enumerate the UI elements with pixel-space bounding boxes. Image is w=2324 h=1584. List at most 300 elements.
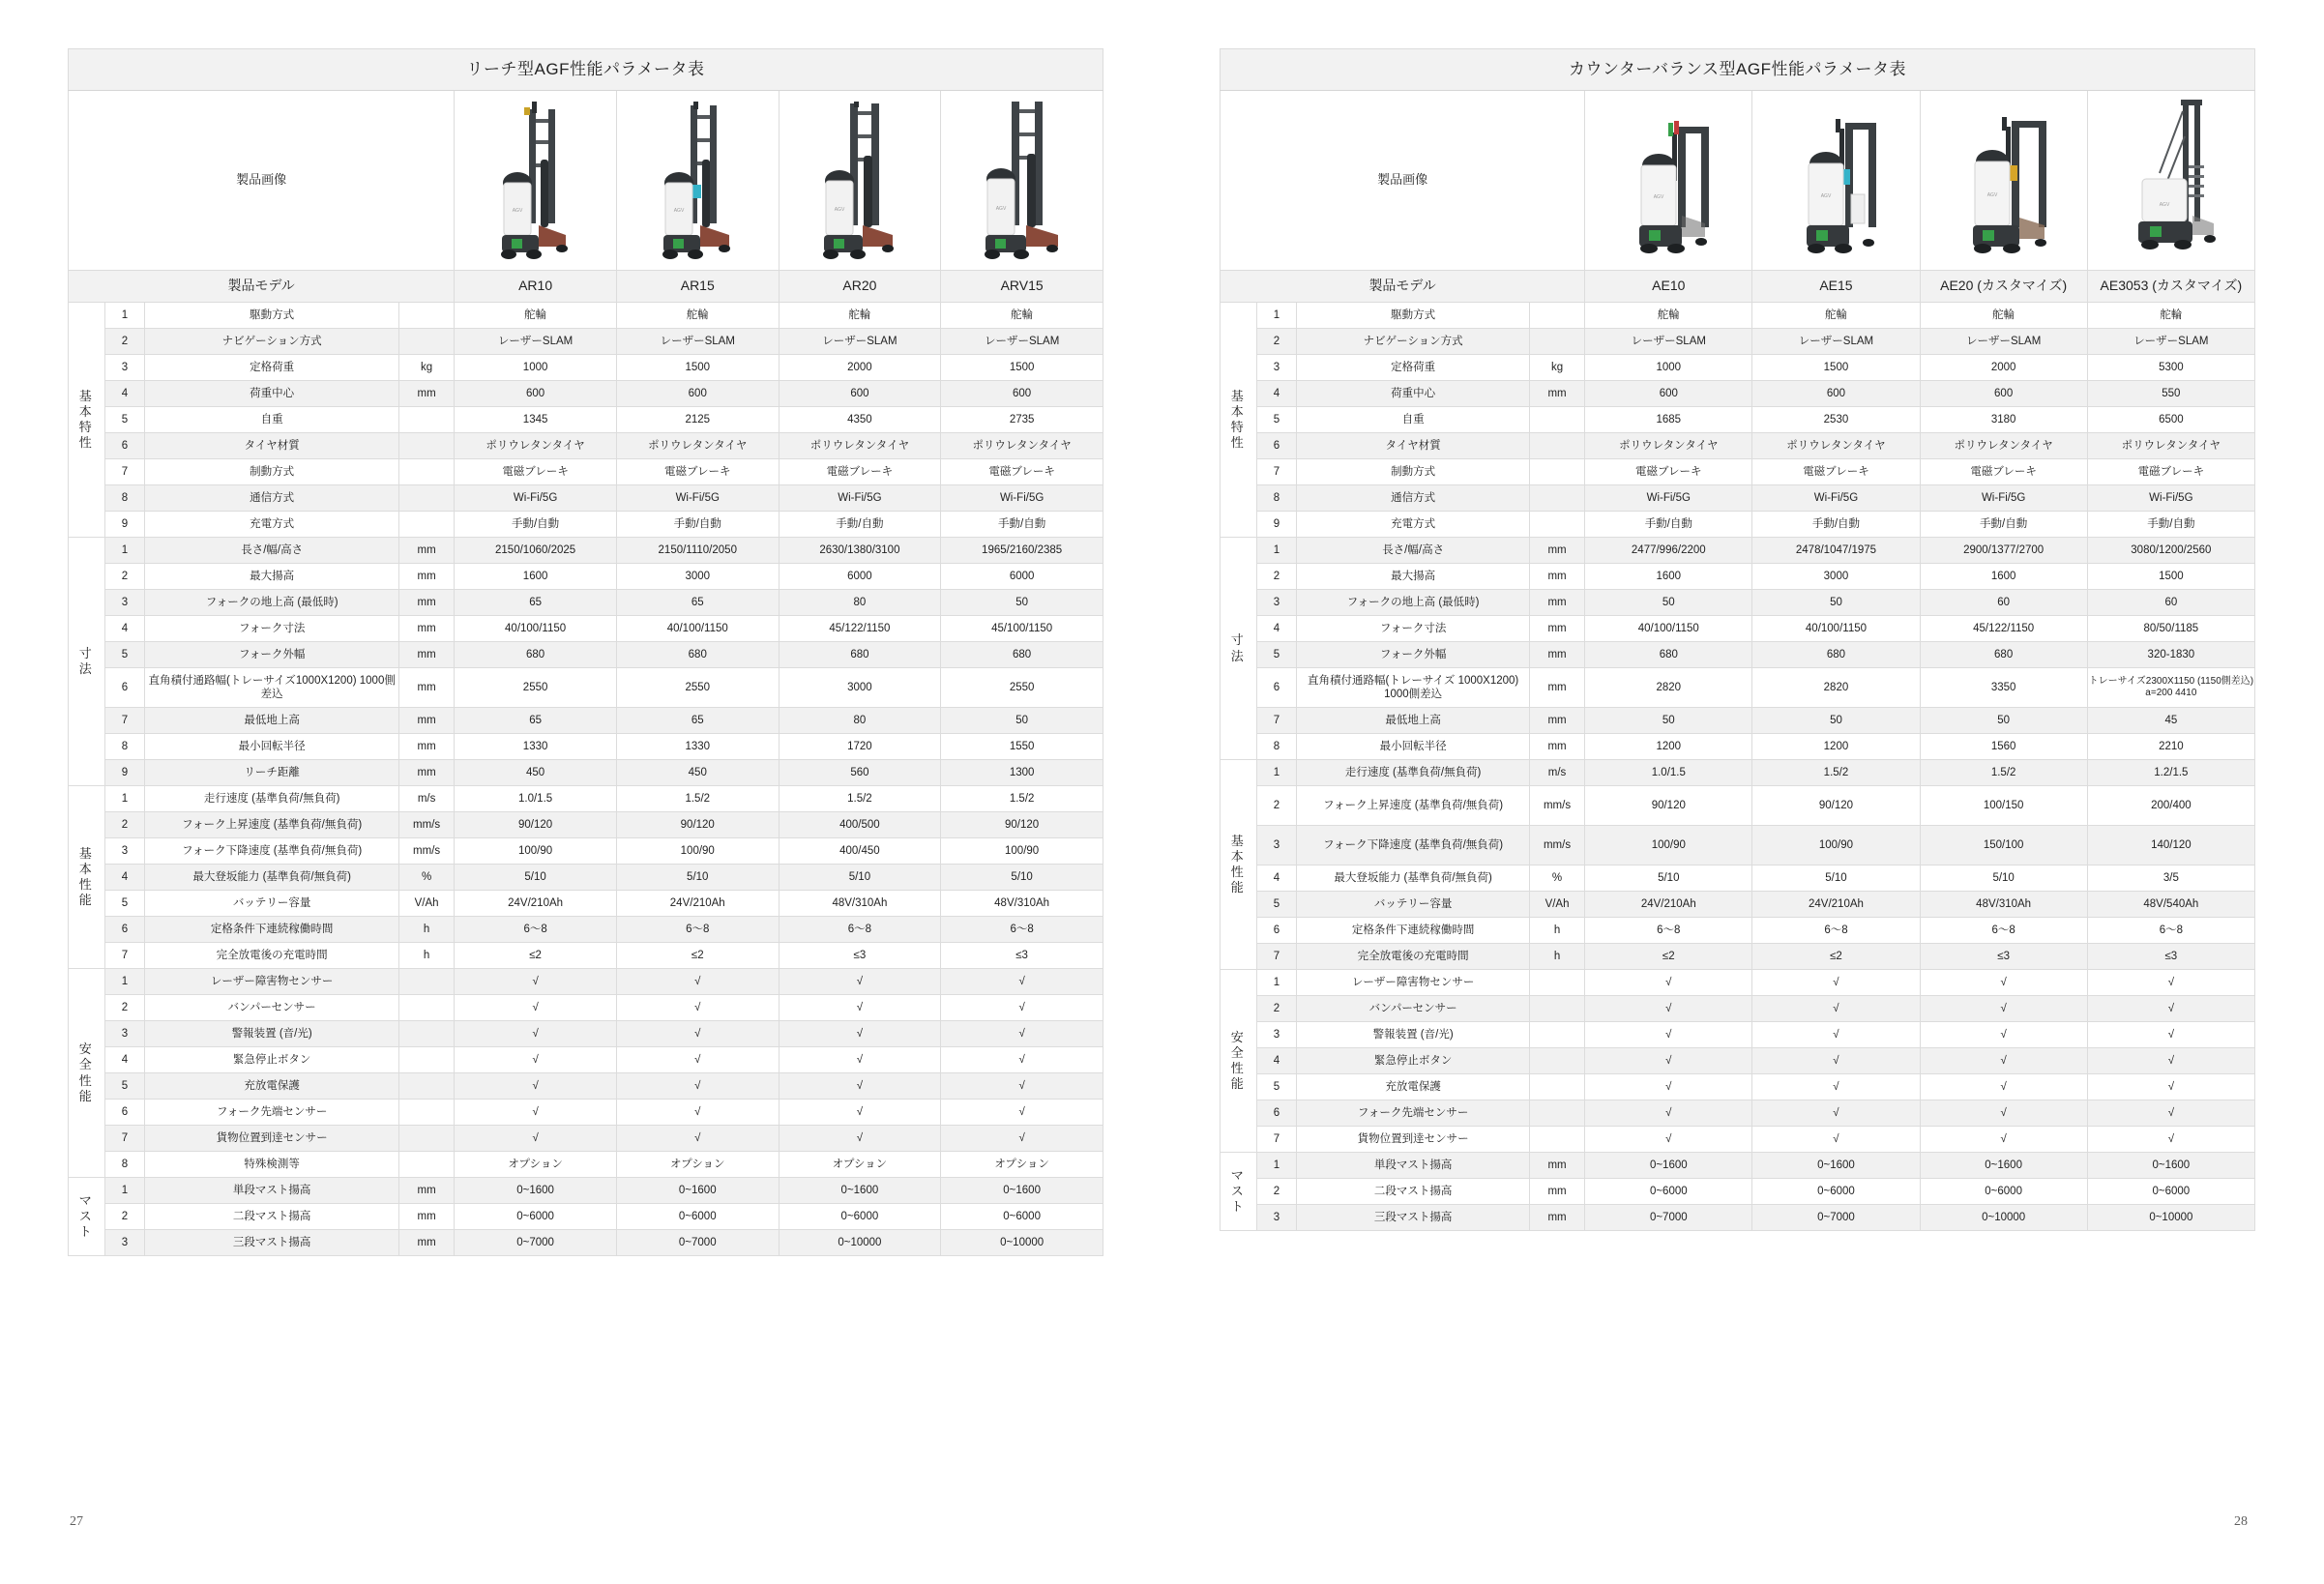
row-value-2: 手動/自動 — [1920, 512, 2087, 538]
counterbalance-truck-illustration-2 — [1752, 94, 1919, 268]
row-index: 2 — [104, 812, 145, 838]
spec-row — [1221, 303, 2255, 329]
row-value-1: 2150/1110/2050 — [616, 538, 779, 564]
row-label: 通信方式 — [1297, 485, 1529, 512]
spec-row — [69, 355, 1103, 381]
row-value-3: 6000 — [941, 564, 1103, 590]
row-label: フォークの地上高 (最低時) — [1297, 590, 1529, 616]
row-index: 7 — [104, 708, 145, 734]
row-label: レーザー障害物センサー — [145, 969, 399, 995]
product-image-label: 製品画像 — [69, 91, 455, 271]
row-index: 4 — [104, 616, 145, 642]
row-value-0: √ — [455, 1126, 617, 1152]
row-value-3: 2210 — [2087, 734, 2254, 760]
row-index: 5 — [1256, 407, 1297, 433]
row-value-0: ポリウレタンタイヤ — [1585, 433, 1752, 459]
row-label: 直角積付通路幅(トレーサイズ 1000X1200) 1000側差込 — [1297, 668, 1529, 708]
row-value-0: オプション — [455, 1152, 617, 1178]
row-value-1: 50 — [1752, 708, 1920, 734]
row-value-0: 電磁ブレーキ — [455, 459, 617, 485]
row-value-0: √ — [1585, 1100, 1752, 1127]
product-photo-ar10 — [455, 91, 617, 271]
spec-row — [1221, 355, 2255, 381]
row-value-2: 0~1600 — [1920, 1153, 2087, 1179]
row-index: 4 — [104, 1047, 145, 1073]
table-body-right — [1221, 49, 2255, 303]
row-value-0: 0~1600 — [1585, 1153, 1752, 1179]
row-value-3: 600 — [941, 381, 1103, 407]
row-value-1: 40/100/1150 — [616, 616, 779, 642]
row-index: 7 — [104, 1126, 145, 1152]
row-index: 1 — [104, 538, 145, 564]
row-value-2: 舵輪 — [1920, 303, 2087, 329]
row-label: 通信方式 — [145, 485, 399, 512]
row-unit: mm/s — [1529, 826, 1584, 865]
row-unit — [398, 485, 454, 512]
row-unit — [1529, 970, 1584, 996]
model-row-label: 製品モデル — [69, 271, 455, 303]
spec-row — [69, 1100, 1103, 1126]
spec-row — [69, 917, 1103, 943]
row-value-2: 560 — [779, 760, 941, 786]
row-value-3: 0~10000 — [941, 1230, 1103, 1256]
model-header-row — [1221, 271, 2255, 303]
row-unit: mm — [398, 760, 454, 786]
row-value-3: √ — [941, 1100, 1103, 1126]
row-value-1: 6～8 — [616, 917, 779, 943]
spec-rows-right — [1221, 303, 2255, 1231]
row-value-3: √ — [941, 1073, 1103, 1100]
row-unit: mm — [1529, 538, 1584, 564]
row-value-0: 2150/1060/2025 — [455, 538, 617, 564]
product-photo-ae15 — [1752, 91, 1920, 271]
row-value-1: Wi-Fi/5G — [616, 485, 779, 512]
row-value-3: 1500 — [941, 355, 1103, 381]
row-value-1: 1500 — [1752, 355, 1920, 381]
row-label: ナビゲーション方式 — [1297, 329, 1529, 355]
row-unit: mm — [398, 590, 454, 616]
row-label: フォーク寸法 — [1297, 616, 1529, 642]
spec-row — [69, 329, 1103, 355]
row-value-2: Wi-Fi/5G — [779, 485, 941, 512]
row-unit: mm — [398, 1230, 454, 1256]
spec-row — [69, 891, 1103, 917]
row-label: 最大揚高 — [1297, 564, 1529, 590]
row-unit: mm — [398, 642, 454, 668]
row-value-1: ポリウレタンタイヤ — [1752, 433, 1920, 459]
spec-row — [69, 433, 1103, 459]
row-value-0: 100/90 — [455, 838, 617, 865]
svg-text:AGV: AGV — [673, 207, 685, 214]
row-value-3: レーザーSLAM — [941, 329, 1103, 355]
row-value-1: 電磁ブレーキ — [1752, 459, 1920, 485]
row-value-2: 680 — [779, 642, 941, 668]
spec-row — [1221, 1205, 2255, 1231]
row-value-3: 6500 — [2087, 407, 2254, 433]
row-value-3: 手動/自動 — [941, 512, 1103, 538]
row-value-1: 1200 — [1752, 734, 1920, 760]
row-label: 最低地上高 — [145, 708, 399, 734]
row-unit — [398, 1073, 454, 1100]
spec-row — [1221, 590, 2255, 616]
row-label: 警報装置 (音/光) — [1297, 1022, 1529, 1048]
product-photo-ae10 — [1585, 91, 1752, 271]
row-value-3: 320-1830 — [2087, 642, 2254, 668]
row-unit: V/Ah — [398, 891, 454, 917]
row-index: 6 — [1256, 1100, 1297, 1127]
row-value-0: 2820 — [1585, 668, 1752, 708]
row-value-1: 0~1600 — [1752, 1153, 1920, 1179]
row-unit — [398, 512, 454, 538]
spec-row — [1221, 564, 2255, 590]
reach-agf-spec-table — [68, 48, 1103, 1256]
row-value-0: 2550 — [455, 668, 617, 708]
row-value-1: 450 — [616, 760, 779, 786]
row-index: 6 — [1256, 668, 1297, 708]
row-value-2: 6000 — [779, 564, 941, 590]
svg-text:AGV: AGV — [1654, 193, 1664, 200]
row-value-3: √ — [941, 1021, 1103, 1047]
group-label-4: マ ス ト — [1221, 1153, 1257, 1231]
spec-row — [69, 485, 1103, 512]
row-unit — [1529, 1100, 1584, 1127]
row-value-0: 1.0/1.5 — [1585, 760, 1752, 786]
spec-row — [1221, 642, 2255, 668]
row-value-2: 5/10 — [1920, 865, 2087, 892]
row-value-2: 80 — [779, 708, 941, 734]
row-index: 1 — [1256, 303, 1297, 329]
row-value-3: 45 — [2087, 708, 2254, 734]
row-value-1: 6～8 — [1752, 918, 1920, 944]
model-header-row — [69, 271, 1103, 303]
row-value-1: 90/120 — [1752, 786, 1920, 826]
row-value-0: 24V/210Ah — [1585, 892, 1752, 918]
model-row-label: 製品モデル — [1221, 271, 1585, 303]
spec-row — [69, 734, 1103, 760]
row-value-1: 50 — [1752, 590, 1920, 616]
row-index: 1 — [1256, 760, 1297, 786]
row-value-2: √ — [779, 1047, 941, 1073]
reach-truck-illustration-3 — [780, 94, 941, 268]
row-unit — [1529, 433, 1584, 459]
row-value-2: 2000 — [779, 355, 941, 381]
row-value-2: 5/10 — [779, 865, 941, 891]
row-value-1: ≤2 — [616, 943, 779, 969]
row-value-2: 3000 — [779, 668, 941, 708]
row-label: 単段マスト揚高 — [1297, 1153, 1529, 1179]
row-value-1: 舵輪 — [616, 303, 779, 329]
row-value-2: Wi-Fi/5G — [1920, 485, 2087, 512]
spec-row — [69, 1047, 1103, 1073]
row-index: 3 — [1256, 1022, 1297, 1048]
row-value-3: 550 — [2087, 381, 2254, 407]
row-value-2: 150/100 — [1920, 826, 2087, 865]
model-name-1: AE15 — [1752, 271, 1920, 303]
row-value-3: √ — [2087, 1074, 2254, 1100]
row-index: 8 — [104, 485, 145, 512]
spec-rows-left — [69, 303, 1103, 1256]
row-unit — [398, 1100, 454, 1126]
row-value-1: 手動/自動 — [616, 512, 779, 538]
spec-row — [1221, 708, 2255, 734]
row-value-0: 手動/自動 — [455, 512, 617, 538]
row-value-2: レーザーSLAM — [1920, 329, 2087, 355]
row-unit: mm/s — [398, 812, 454, 838]
row-value-3: オプション — [941, 1152, 1103, 1178]
row-value-0: 40/100/1150 — [1585, 616, 1752, 642]
row-value-1: 65 — [616, 590, 779, 616]
row-value-2: 680 — [1920, 642, 2087, 668]
row-value-2: ≤3 — [779, 943, 941, 969]
spec-row — [1221, 459, 2255, 485]
row-value-1: √ — [616, 1047, 779, 1073]
product-photo-arv15 — [941, 91, 1103, 271]
row-unit — [1529, 996, 1584, 1022]
row-value-0: 600 — [1585, 381, 1752, 407]
row-unit: mm — [398, 1178, 454, 1204]
row-value-0: 1000 — [1585, 355, 1752, 381]
row-index: 5 — [1256, 642, 1297, 668]
row-label: 緊急停止ボタン — [145, 1047, 399, 1073]
row-unit: mm — [1529, 590, 1584, 616]
row-value-2: 600 — [779, 381, 941, 407]
row-label: 最小回転半径 — [145, 734, 399, 760]
row-value-0: √ — [455, 969, 617, 995]
reach-truck-illustration-1 — [455, 94, 616, 268]
row-value-1: √ — [1752, 1022, 1920, 1048]
row-index: 1 — [104, 969, 145, 995]
row-value-1: 0~1600 — [616, 1178, 779, 1204]
row-index: 6 — [1256, 433, 1297, 459]
row-value-0: 0~6000 — [1585, 1179, 1752, 1205]
row-unit: h — [1529, 944, 1584, 970]
row-value-0: Wi-Fi/5G — [455, 485, 617, 512]
spec-row — [69, 865, 1103, 891]
row-label: 自重 — [1297, 407, 1529, 433]
group-label-1: 寸 法 — [69, 538, 105, 786]
row-value-0: 1685 — [1585, 407, 1752, 433]
row-label: 定格条件下連続稼働時間 — [145, 917, 399, 943]
row-value-3: 1965/2160/2385 — [941, 538, 1103, 564]
row-value-1: 0~7000 — [616, 1230, 779, 1256]
row-label: タイヤ材質 — [1297, 433, 1529, 459]
row-value-0: 450 — [455, 760, 617, 786]
row-unit — [1529, 407, 1584, 433]
row-unit: mm — [398, 708, 454, 734]
row-index: 2 — [1256, 564, 1297, 590]
row-unit: mm/s — [1529, 786, 1584, 826]
row-value-1: 90/120 — [616, 812, 779, 838]
row-label: 三段マスト揚高 — [1297, 1205, 1529, 1231]
row-value-1: √ — [616, 1126, 779, 1152]
row-label: 特殊検測等 — [145, 1152, 399, 1178]
row-index: 4 — [104, 865, 145, 891]
row-value-1: レーザーSLAM — [1752, 329, 1920, 355]
row-value-0: 0~6000 — [455, 1204, 617, 1230]
row-value-3: 3080/1200/2560 — [2087, 538, 2254, 564]
row-value-2: 2000 — [1920, 355, 2087, 381]
row-value-3: Wi-Fi/5G — [2087, 485, 2254, 512]
row-value-1: 2478/1047/1975 — [1752, 538, 1920, 564]
row-value-3: Wi-Fi/5G — [941, 485, 1103, 512]
row-label: 最大登坂能力 (基準負荷/無負荷) — [145, 865, 399, 891]
spec-row — [69, 969, 1103, 995]
row-value-3: 舵輪 — [2087, 303, 2254, 329]
row-value-3: ポリウレタンタイヤ — [941, 433, 1103, 459]
row-value-1: ≤2 — [1752, 944, 1920, 970]
row-unit: mm — [398, 616, 454, 642]
row-value-0: 1330 — [455, 734, 617, 760]
spec-row — [69, 1021, 1103, 1047]
spec-row — [1221, 892, 2255, 918]
row-index: 1 — [1256, 538, 1297, 564]
row-index: 9 — [1256, 512, 1297, 538]
row-value-0: 5/10 — [1585, 865, 1752, 892]
row-index: 5 — [104, 407, 145, 433]
group-label-2: 基 本 性 能 — [1221, 760, 1257, 970]
row-value-2: 2630/1380/3100 — [779, 538, 941, 564]
row-label: 定格荷重 — [145, 355, 399, 381]
row-value-1: √ — [1752, 1100, 1920, 1127]
row-value-0: 600 — [455, 381, 617, 407]
row-value-2: 600 — [1920, 381, 2087, 407]
page-number-right: 28 — [2234, 1514, 2248, 1529]
spec-row — [69, 1178, 1103, 1204]
row-unit: mm — [1529, 1153, 1584, 1179]
row-unit: h — [398, 917, 454, 943]
row-unit: mm — [398, 1204, 454, 1230]
row-value-0: ポリウレタンタイヤ — [455, 433, 617, 459]
spec-row — [1221, 668, 2255, 708]
model-name-3: ARV15 — [941, 271, 1103, 303]
row-value-3: 48V/310Ah — [941, 891, 1103, 917]
row-label: リーチ距離 — [145, 760, 399, 786]
row-value-2: 60 — [1920, 590, 2087, 616]
row-index: 4 — [1256, 616, 1297, 642]
spec-row — [69, 407, 1103, 433]
spec-row — [1221, 485, 2255, 512]
row-value-2: 3180 — [1920, 407, 2087, 433]
row-index: 3 — [104, 590, 145, 616]
row-value-2: √ — [1920, 1048, 2087, 1074]
spec-row — [69, 760, 1103, 786]
row-value-0: 舵輪 — [1585, 303, 1752, 329]
row-value-2: √ — [779, 995, 941, 1021]
row-value-3: 舵輪 — [941, 303, 1103, 329]
row-value-2: √ — [1920, 1022, 2087, 1048]
row-value-2: 4350 — [779, 407, 941, 433]
row-unit — [398, 1021, 454, 1047]
spec-row — [1221, 865, 2255, 892]
row-index: 8 — [104, 1152, 145, 1178]
group-label-3: 安 全 性 能 — [69, 969, 105, 1178]
spec-row — [1221, 826, 2255, 865]
row-label: フォーク外幅 — [145, 642, 399, 668]
row-value-0: 50 — [1585, 708, 1752, 734]
row-index: 3 — [104, 1021, 145, 1047]
row-value-2: 1600 — [1920, 564, 2087, 590]
model-name-2: AE20 (カスタマイズ) — [1920, 271, 2087, 303]
row-index: 3 — [1256, 1205, 1297, 1231]
row-index: 3 — [104, 1230, 145, 1256]
row-value-1: 24V/210Ah — [1752, 892, 1920, 918]
row-unit — [398, 1047, 454, 1073]
row-value-0: √ — [1585, 996, 1752, 1022]
row-unit — [1529, 1127, 1584, 1153]
spec-row — [69, 943, 1103, 969]
row-unit: mm — [1529, 734, 1584, 760]
row-index: 5 — [104, 642, 145, 668]
row-index: 9 — [104, 512, 145, 538]
row-label: 充電方式 — [1297, 512, 1529, 538]
row-value-1: 0~7000 — [1752, 1205, 1920, 1231]
spec-row — [1221, 760, 2255, 786]
spec-row — [69, 1230, 1103, 1256]
row-value-1: 手動/自動 — [1752, 512, 1920, 538]
row-value-1: 1500 — [616, 355, 779, 381]
row-value-3: √ — [2087, 996, 2254, 1022]
reach-truck-illustration-2 — [617, 94, 779, 268]
row-value-2: 400/500 — [779, 812, 941, 838]
row-value-0: 90/120 — [1585, 786, 1752, 826]
row-unit: kg — [1529, 355, 1584, 381]
row-value-3: 6～8 — [941, 917, 1103, 943]
row-label: 充放電保護 — [1297, 1074, 1529, 1100]
row-value-3: √ — [941, 995, 1103, 1021]
row-unit: mm — [1529, 668, 1584, 708]
row-value-3: √ — [941, 969, 1103, 995]
row-value-0: √ — [1585, 1127, 1752, 1153]
row-value-1: Wi-Fi/5G — [1752, 485, 1920, 512]
counterbalance-truck-illustration-1 — [1585, 94, 1751, 268]
row-value-1: √ — [1752, 1074, 1920, 1100]
row-value-0: レーザーSLAM — [455, 329, 617, 355]
row-value-0: √ — [455, 1073, 617, 1100]
spec-row — [1221, 1179, 2255, 1205]
row-value-0: 40/100/1150 — [455, 616, 617, 642]
row-value-3: レーザーSLAM — [2087, 329, 2254, 355]
row-index: 5 — [1256, 892, 1297, 918]
row-unit: mm — [1529, 381, 1584, 407]
row-value-3: ≤3 — [941, 943, 1103, 969]
row-unit: mm/s — [398, 838, 454, 865]
row-value-0: 24V/210Ah — [455, 891, 617, 917]
spec-row — [1221, 996, 2255, 1022]
row-index: 2 — [104, 995, 145, 1021]
row-label: バンパーセンサー — [1297, 996, 1529, 1022]
row-value-0: √ — [455, 995, 617, 1021]
row-index: 5 — [104, 1073, 145, 1100]
row-label: バッテリー容量 — [145, 891, 399, 917]
row-label: レーザー障害物センサー — [1297, 970, 1529, 996]
row-value-1: 0~6000 — [616, 1204, 779, 1230]
group-label-0: 基 本 特 性 — [69, 303, 105, 538]
row-label: 駆動方式 — [145, 303, 399, 329]
row-value-1: √ — [1752, 1127, 1920, 1153]
row-index: 5 — [1256, 1074, 1297, 1100]
row-value-3: 1300 — [941, 760, 1103, 786]
row-unit: kg — [398, 355, 454, 381]
model-name-2: AR20 — [779, 271, 941, 303]
row-value-1: 0~6000 — [1752, 1179, 1920, 1205]
row-value-0: 0~1600 — [455, 1178, 617, 1204]
row-value-0: 1345 — [455, 407, 617, 433]
row-unit — [398, 433, 454, 459]
row-value-2: 80 — [779, 590, 941, 616]
row-value-2: オプション — [779, 1152, 941, 1178]
spec-row — [1221, 1022, 2255, 1048]
spec-row — [69, 708, 1103, 734]
